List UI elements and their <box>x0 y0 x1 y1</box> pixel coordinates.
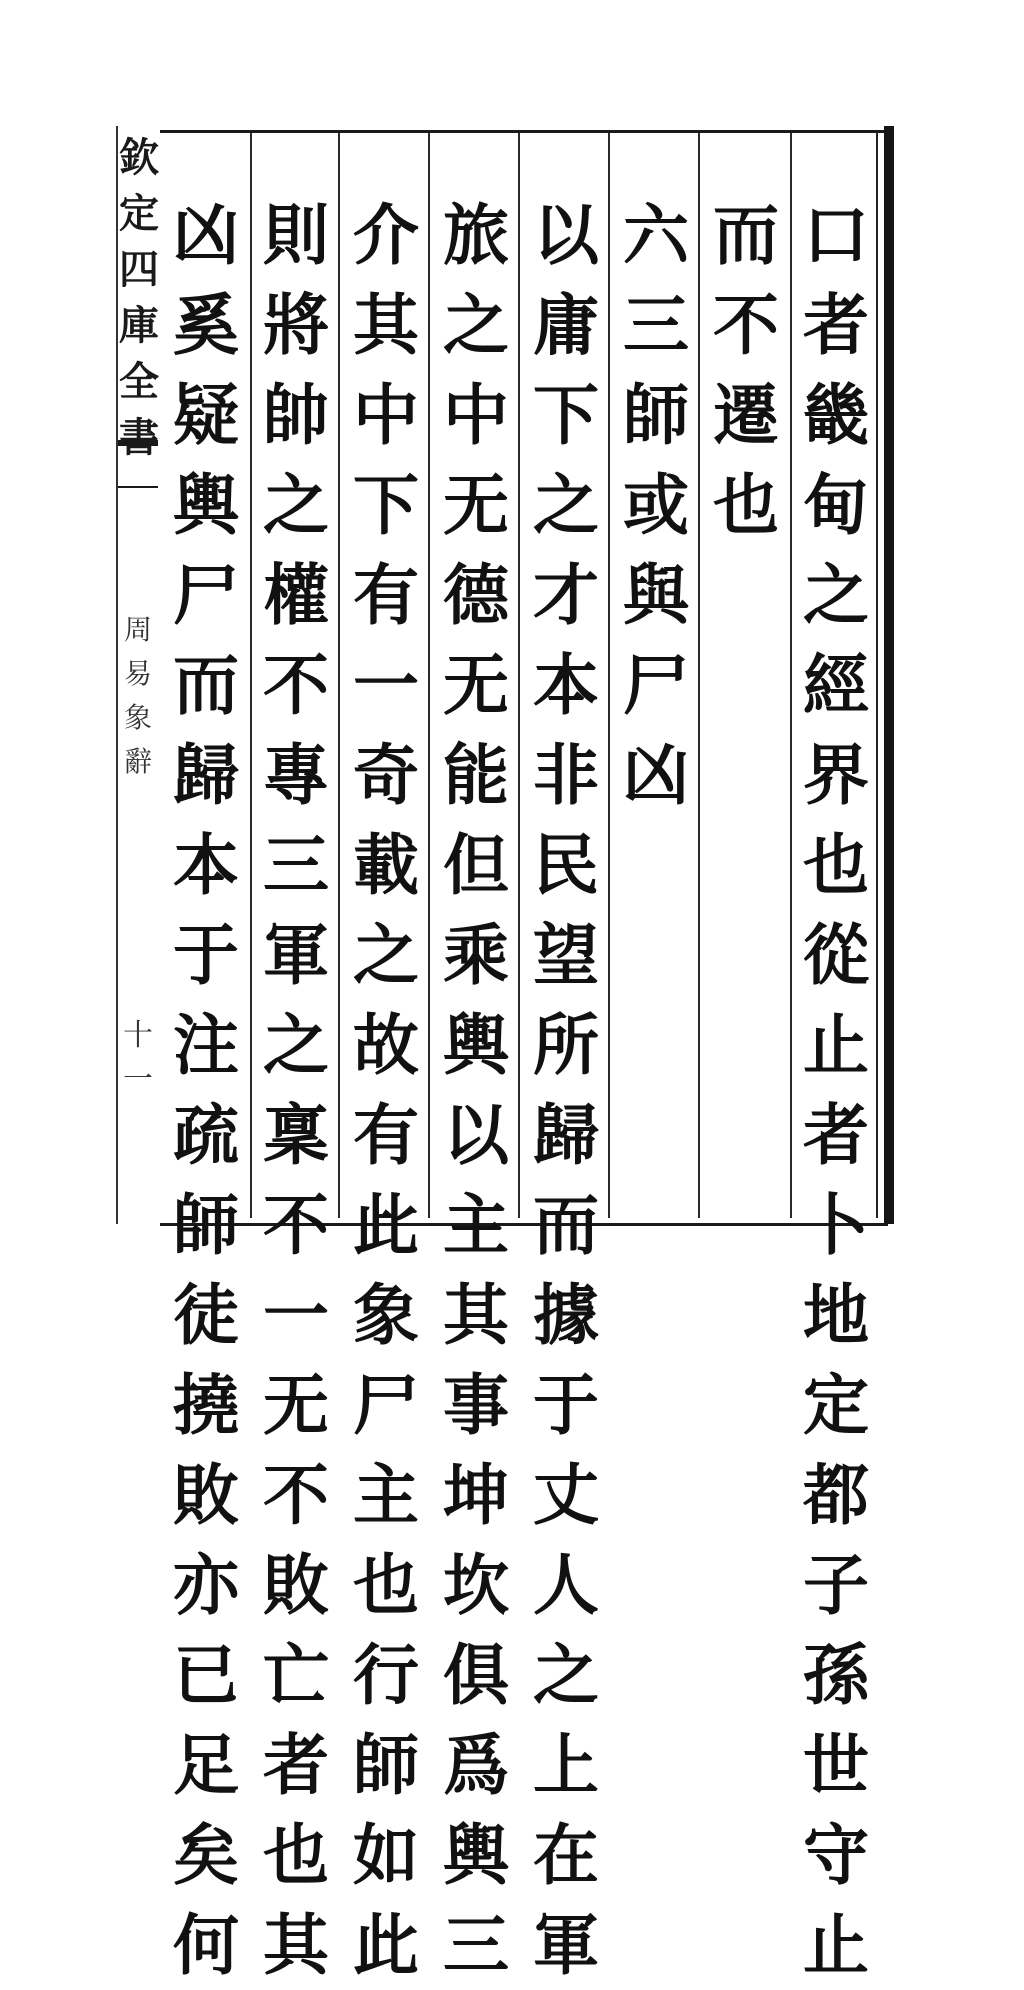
character: 或 <box>623 466 689 544</box>
character: 敗 <box>173 1456 239 1534</box>
character: 奚 <box>173 286 239 364</box>
margin-title-character: 庫 <box>119 302 159 349</box>
character: 事 <box>443 1366 509 1444</box>
text-column-7 <box>254 190 338 1990</box>
character: 之 <box>263 466 329 544</box>
character: 主 <box>353 1456 419 1534</box>
character: 者 <box>803 286 869 364</box>
fish-tail-mark <box>118 440 158 488</box>
character: 之 <box>443 286 509 364</box>
character: 軍 <box>263 916 329 994</box>
character: 如 <box>353 1816 419 1894</box>
character: 丈 <box>533 1456 599 1534</box>
column-rule <box>698 133 700 1218</box>
character: 三 <box>623 286 689 364</box>
character: 非 <box>533 736 599 814</box>
character: 守 <box>803 1816 869 1894</box>
text-column-1 <box>794 190 878 1990</box>
character: 甸 <box>803 466 869 544</box>
character: 也 <box>803 826 869 904</box>
character: 一 <box>263 1276 329 1354</box>
character: 之 <box>263 1006 329 1084</box>
character: 止 <box>803 1906 869 1984</box>
character: 在 <box>533 1816 599 1894</box>
text-column-6 <box>344 190 428 1990</box>
margin-book-character: 辭 <box>123 745 152 778</box>
character: 本 <box>173 826 239 904</box>
character: 望 <box>533 916 599 994</box>
character: 尸 <box>173 556 239 634</box>
character: 其 <box>443 1276 509 1354</box>
column-rule <box>790 133 792 1218</box>
character: 上 <box>533 1726 599 1804</box>
character: 无 <box>443 466 509 544</box>
character: 也 <box>353 1546 419 1624</box>
column-rule <box>518 133 520 1218</box>
character: 矣 <box>173 1816 239 1894</box>
margin-title <box>116 130 162 466</box>
character: 已 <box>173 1636 239 1714</box>
character: 以 <box>533 196 599 274</box>
character: 才 <box>533 556 599 634</box>
character: 以 <box>443 1096 509 1174</box>
character: 一 <box>353 646 419 724</box>
character: 則 <box>263 196 329 274</box>
margin-title-character: 四 <box>119 246 159 293</box>
character: 主 <box>443 1186 509 1264</box>
character: 師 <box>623 376 689 454</box>
column-rule <box>338 133 340 1218</box>
character: 奇 <box>353 736 419 814</box>
column-rule <box>250 133 252 1218</box>
character: 也 <box>263 1816 329 1894</box>
margin-title-character: 全 <box>119 358 159 405</box>
character: 之 <box>353 916 419 994</box>
character: 此 <box>353 1186 419 1264</box>
character: 疏 <box>173 1096 239 1174</box>
margin-title-character: 欽 <box>119 134 159 181</box>
character: 師 <box>173 1186 239 1264</box>
text-column-5 <box>434 190 518 1990</box>
character: 經 <box>803 646 869 724</box>
character: 稟 <box>263 1096 329 1174</box>
character: 定 <box>803 1366 869 1444</box>
character: 无 <box>263 1366 329 1444</box>
character: 下 <box>353 466 419 544</box>
character: 爲 <box>443 1726 509 1804</box>
character: 人 <box>533 1546 599 1624</box>
frame-right-border <box>884 126 894 1224</box>
character: 不 <box>263 1456 329 1534</box>
character: 足 <box>173 1726 239 1804</box>
margin-book-title <box>118 608 158 784</box>
character: 輿 <box>173 466 239 544</box>
column-rule <box>608 133 610 1218</box>
character: 專 <box>263 736 329 814</box>
character: 徒 <box>173 1276 239 1354</box>
character: 象 <box>353 1276 419 1354</box>
character: 坤 <box>443 1456 509 1534</box>
character: 行 <box>353 1636 419 1714</box>
character: 德 <box>443 556 509 634</box>
character: 世 <box>803 1726 869 1804</box>
character: 本 <box>533 646 599 724</box>
margin-page-number: 十一 <box>123 1018 153 1097</box>
character: 于 <box>533 1366 599 1444</box>
character: 乘 <box>443 916 509 994</box>
character: 孫 <box>803 1636 869 1714</box>
character: 亡 <box>263 1636 329 1714</box>
character: 尸 <box>623 646 689 724</box>
character: 而 <box>173 646 239 724</box>
margin-book-character: 象 <box>123 701 152 734</box>
character: 尸 <box>353 1366 419 1444</box>
character: 所 <box>533 1006 599 1084</box>
character: 而 <box>713 196 779 274</box>
character: 撓 <box>173 1366 239 1444</box>
margin-book-character: 周 <box>123 613 152 646</box>
character: 歸 <box>533 1096 599 1174</box>
character: 之 <box>533 1636 599 1714</box>
character: 庸 <box>533 286 599 364</box>
character: 注 <box>173 1006 239 1084</box>
character: 故 <box>353 1006 419 1084</box>
character: 其 <box>353 286 419 364</box>
character: 亦 <box>173 1546 239 1624</box>
character: 卜 <box>803 1186 869 1264</box>
character: 也 <box>713 466 779 544</box>
character: 止 <box>803 1006 869 1084</box>
character: 有 <box>353 1096 419 1174</box>
character: 敗 <box>263 1546 329 1624</box>
character: 三 <box>263 826 329 904</box>
character: 民 <box>533 826 599 904</box>
text-column-2 <box>704 190 788 550</box>
character: 之 <box>803 556 869 634</box>
margin-book-character: 易 <box>123 657 152 690</box>
character: 者 <box>803 1096 869 1174</box>
character: 俱 <box>443 1636 509 1714</box>
character: 但 <box>443 826 509 904</box>
character: 不 <box>263 646 329 724</box>
character: 據 <box>533 1276 599 1354</box>
character: 載 <box>353 826 419 904</box>
character: 都 <box>803 1456 869 1534</box>
character: 有 <box>353 556 419 634</box>
character: 帥 <box>263 376 329 454</box>
margin-title-character: 定 <box>119 190 159 237</box>
character: 者 <box>263 1726 329 1804</box>
character: 六 <box>623 196 689 274</box>
character: 口 <box>803 196 869 274</box>
character: 不 <box>713 286 779 364</box>
text-column-8 <box>164 190 248 1990</box>
character: 畿 <box>803 376 869 454</box>
character: 而 <box>533 1186 599 1264</box>
character: 其 <box>263 1906 329 1984</box>
character: 師 <box>353 1726 419 1804</box>
character: 不 <box>263 1186 329 1264</box>
character: 地 <box>803 1276 869 1354</box>
character: 歸 <box>173 736 239 814</box>
character: 能 <box>443 736 509 814</box>
character: 中 <box>443 376 509 454</box>
character: 之 <box>533 466 599 544</box>
character: 坎 <box>443 1546 509 1624</box>
column-rule <box>428 133 430 1218</box>
character: 疑 <box>173 376 239 454</box>
character: 權 <box>263 556 329 634</box>
character: 凶 <box>623 736 689 814</box>
text-column-4 <box>524 190 608 1990</box>
character: 此 <box>353 1906 419 1984</box>
character: 遷 <box>713 376 779 454</box>
character: 凶 <box>173 196 239 274</box>
character: 輿 <box>443 1006 509 1084</box>
character: 下 <box>533 376 599 454</box>
character: 于 <box>173 916 239 994</box>
character: 无 <box>443 646 509 724</box>
character: 從 <box>803 916 869 994</box>
text-column-3 <box>614 190 698 820</box>
character: 輿 <box>443 1816 509 1894</box>
margin-title-character: 書 <box>119 414 159 461</box>
character: 介 <box>353 196 419 274</box>
character: 與 <box>623 556 689 634</box>
character: 子 <box>803 1546 869 1624</box>
character: 旅 <box>443 196 509 274</box>
character: 軍 <box>533 1906 599 1984</box>
character: 三 <box>443 1906 509 1984</box>
character: 何 <box>173 1906 239 1984</box>
character: 將 <box>263 286 329 364</box>
character: 界 <box>803 736 869 814</box>
character: 中 <box>353 376 419 454</box>
